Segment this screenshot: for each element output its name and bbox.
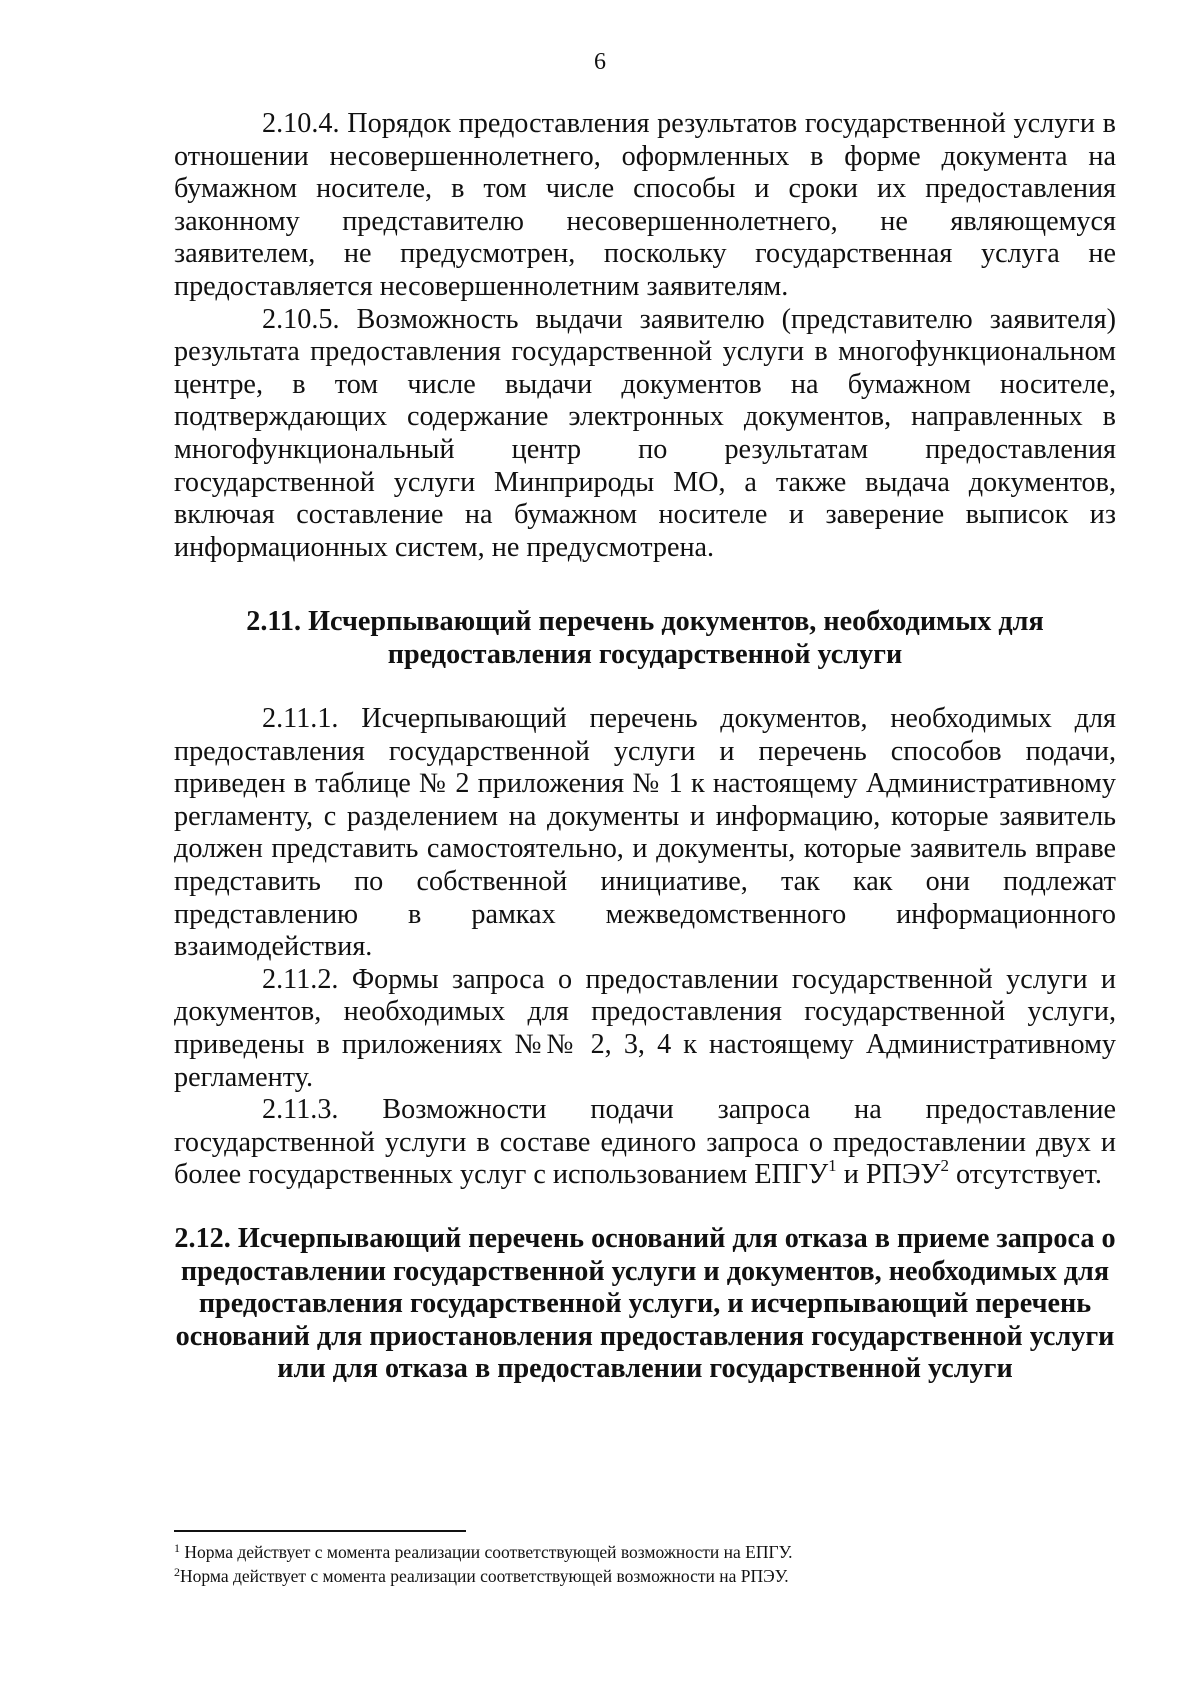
footnote-2-text: Норма действует с момента реализации соответствующей возможности на РПЭУ.	[180, 1566, 789, 1586]
section-heading-2-11: 2.11. Исчерпывающий перечень документов, необходимых для предоставления государственной услуги	[246, 606, 1044, 670]
paragraph-2-10-5: 2.10.5. Возможность выдачи заявителю (представителю заявителя) результата предоставления государственной услуги в многофункциональном центре, в том числе выдачи документов на бумажном носителе, подтверждающих содержание электронных документов, направленных в многофункциональный центр по результатам предоставления государственной услуги Минприроды МО, а также выдача документов, включая составление на бумажном носителе и заверение выписок из информационных систем, не предусмотрена.	[174, 303, 1116, 563]
footnote-2	[174, 1564, 1116, 1588]
paragraph-2-10-4: 2.10.4. Порядок предоставления результатов государственной услуги в отношении несовершеннолетнего, оформленных в форме документа на бумажном носителе, в том числе способы и сроки их предоставления законному представителю несовершеннолетнего, не являющемуся заявителем, не предусмотрен, поскольку государственная услуга не предоставляется несовершеннолетним заявителям.	[174, 108, 1116, 302]
section-2-10-paragraphs	[174, 108, 1116, 564]
paragraph-2-11-2: 2.11.2. Формы запроса о предоставлении государственной услуги и документов, необходимых для предоставления государственной услуги, приведены в приложениях №№ 2, 3, 4 к настоящему Административному регламенту.	[174, 963, 1116, 1093]
section-2-11-paragraphs	[174, 703, 1116, 1192]
section-heading-2-12: 2.12. Исчерпывающий перечень оснований для отказа в приеме запроса о предоставлении государственной услуги и документов, необходимых для предоставления государственной услуги, и исчерпывающий перечень оснований для приостановления предоставления государственной услуги или для отказа в предоставлении государственной услуги	[174, 1223, 1116, 1385]
footnote-separator	[174, 1530, 466, 1532]
paragraph-2-11-3	[174, 1094, 1116, 1192]
footnote-1-mark: 1	[174, 1541, 180, 1555]
paragraph-2-11-3-text-start: 2.11.3. Возможности подачи запроса на предоставление государственной услуги в составе единого запроса о предоставлении двух и более государственных услуг с использованием ЕПГУ	[174, 1094, 1116, 1191]
footnote-1	[174, 1540, 1116, 1564]
footnote-1-text: Норма действует с момента реализации соответствующей возможности на ЕПГУ.	[180, 1542, 793, 1562]
page-number: 6	[594, 49, 606, 75]
paragraph-2-11-3-text-middle: и РПЭУ	[836, 1159, 941, 1191]
footnotes	[174, 1540, 1116, 1588]
footnote-reference-2[interactable]: 2	[940, 1156, 949, 1176]
paragraph-2-11-1: 2.11.1. Исчерпывающий перечень документов, необходимых для предоставления государственной услуги и перечень способов подачи, приведен в таблице № 2 приложения № 1 к настоящему Административному регламенту, с разделением на документы и информацию, которые заявитель должен представить самостоятельно, и документы, которые заявитель вправе представить по собственной инициативе, так как они подлежат представлению в рамках межведомственного информационного взаимодействия.	[174, 703, 1116, 963]
footnote-2-mark: 2	[174, 1565, 180, 1579]
paragraph-2-11-3-text-end: отсутствует.	[948, 1159, 1102, 1191]
footnote-reference-1[interactable]: 1	[828, 1156, 837, 1176]
